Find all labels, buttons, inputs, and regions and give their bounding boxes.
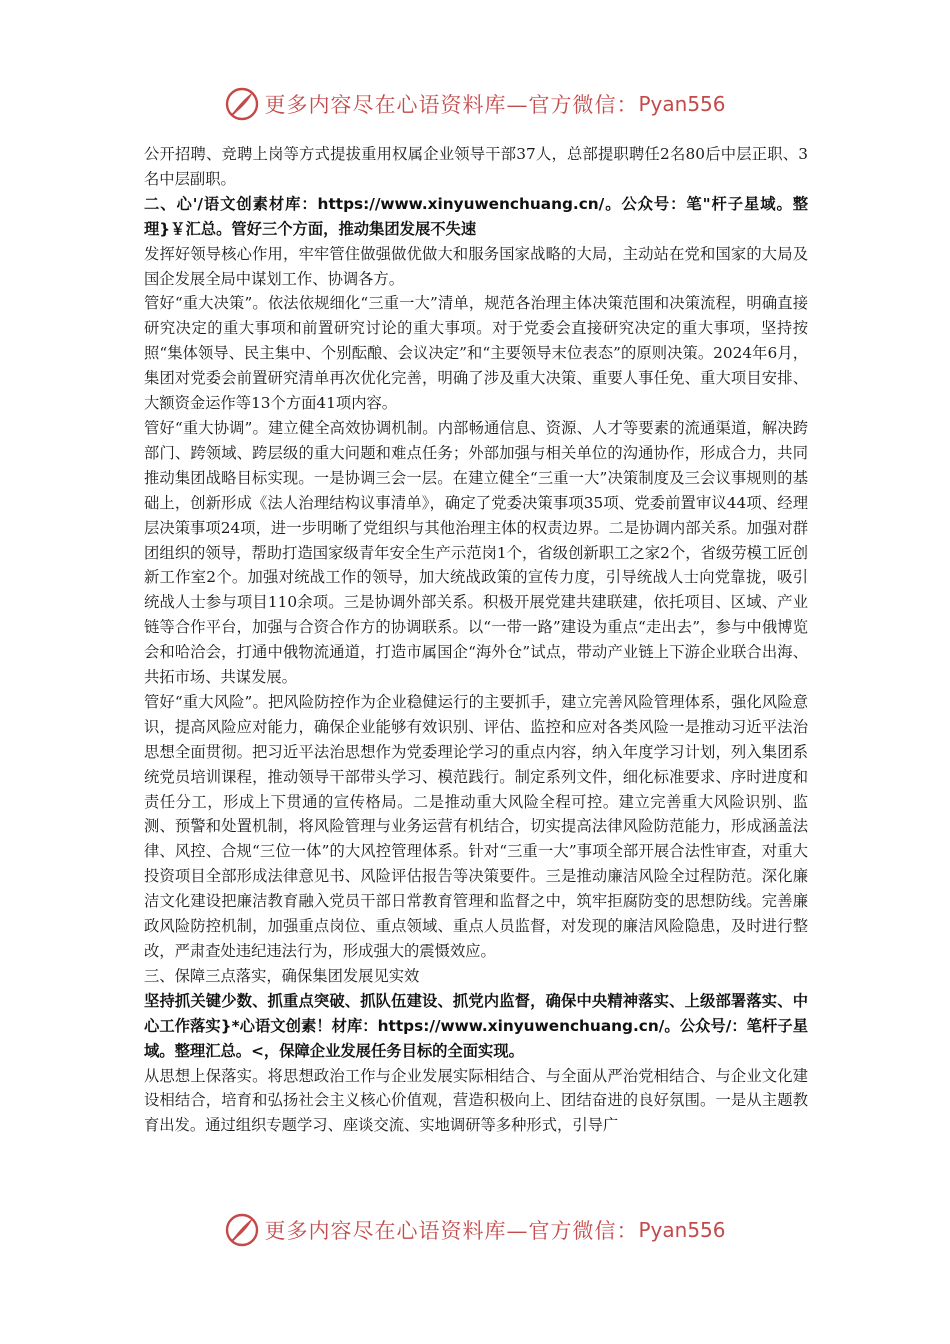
paragraph-4: 管好“重大决策”。依法依规细化“三重一大”清单，规范各治理主体决策范围和决策流程，明确直接研究决定的重大事项和前置研究讨论的重大事项。对于党委会直接研究决定的重大事项，坚持按照“集体领导、民主集中、个别酝酿、会议决定”和“主要领导末位表态”的原则决策。2024年6月，集团对党委会前置研究清单再次优化完善，明确了涉及重大决策、重要人事任免、重大项目安排、大额资金运作等13个方面41项内容。: [144, 294, 808, 413]
banner-wechat-id: Pyan556: [638, 92, 726, 116]
section-heading-2: 二、心'/语文创素材库：https://www.xinyuwenchuang.cn/。公众号：笔"杆子星域。整理}￥汇总。管好三个方面，推动集团发展不失速: [144, 194, 808, 238]
paragraph-6: 管好“重大风险”。把风险防控作为企业稳健运行的主要抓手，建立完善风险管理体系，强化风险意识，提高风险应对能力，确保企业能够有效识别、评估、监控和应对各类风险一是推动习近平法治思想全面贯彻。把习近平法治思想作为党委理论学习的重点内容，纳入年度学习计划，列入集团系统党员培训课程，推动领导干部带头学习、模范践行。制定系列文件，细化标准要求、序时进度和责任分工，形成上下贯通的宣传格局。二是推动重大风险全程可控。建立完善重大风险识别、监测、预警和处置机制，将风险管理与业务运营有机结合，切实提高法律风险防范能力，形成涵盖法律、风控、合规“三位一体”的大风控管理体系。针对“三重一大”事项全部开展合法性审查，对重大投资项目全部形成法律意见书、风险评估报告等决策要件。三是推动廉洁风险全过程防范。深化廉洁文化建设把廉洁教育融入党员干部日常教育管理和监督之中，筑牢拒腐防变的思想防线。完善廉政风险防控机制，加强重点岗位、重点领域、重点人员监督，对发现的廉洁风险隐患，及时进行整改，严肃查处违纪违法行为，形成强大的震慑效应。: [144, 692, 808, 960]
banner-text: 更多内容尽在心语资料库—官方微信：: [264, 1219, 639, 1243]
quill-circle-icon: [224, 1212, 260, 1248]
paragraph-9: 从思想上保落实。将思想政治工作与企业发展实际相结合、与全面从严治党相结合、与企业文化建设相结合，培育和弘扬社会主义核心价值观，营造积极向上、团结奋进的良好氛围。一是从主题教育出发。通过组织专题学习、座谈交流、实地调研等多种形式，引导广: [144, 1066, 808, 1135]
banner-wechat-id: Pyan556: [638, 1218, 726, 1242]
section-heading-3: 三、保障三点落实，确保集团发展见实效: [144, 966, 420, 985]
paragraph-bold-8: 坚持抓关键少数、抓重点突破、抓队伍建设、抓党内监督，确保中央精神落实、上级部署落实、中心工作落实}*心语文创素！材库：https://www.xinyuwenchuang.cn/。公众号/：笔杆子星域。整理汇总。<，保障企业发展任务目标的全面实现。: [144, 991, 808, 1060]
quill-circle-icon: [224, 86, 260, 122]
header-banner: [0, 82, 950, 126]
banner-text: 更多内容尽在心语资料库—官方微信：: [264, 93, 639, 117]
paragraph-3: 发挥好领导核心作用，牢牢管住做强做优做大和服务国家战略的大局，主动站在党和国家的大局及国企发展全局中谋划工作、协调各方。: [144, 244, 808, 288]
footer-banner: [0, 1208, 950, 1252]
paragraph-1: 公开招聘、竞聘上岗等方式提拔重用权属企业领导干部37人，总部提职聘任2名80后中层正职、3名中层副职。: [144, 145, 808, 188]
paragraph-5: 管好“重大协调”。建立健全高效协调机制。内部畅通信息、资源、人才等要素的流通渠道，解决跨部门、跨领域、跨层级的重大问题和难点任务；外部加强与相关单位的沟通协作，形成合力，共同推动集团战略目标实现。一是协调三会一层。在建立健全“三重一大”决策制度及三会议事规则的基础上，创新形成《法人治理结构议事清单》，确定了党委决策事项35项、党委前置审议44项、经理层决策事项24项，进一步明晰了党组织与其他治理主体的权责边界。二是协调内部关系。加强对群团组织的领导，帮助打造国家级青年安全生产示范岗1个，省级创新职工之家2个，省级劳模工匠创新工作室2个。加强对统战工作的领导，加大统战政策的宣传力度，引导统战人士向党靠拢，吸引统战人士参与项目110余项。三是协调外部关系。积极开展党建共建联建，依托项目、区域、产业链等合作平台，加强与合资合作方的协调联系。以“一带一路”建设为重点“走出去”，参与中俄博览会和哈洽会，打通中俄物流通道，打造市属国企“海外仓”试点，带动产业链上下游企业联合出海、共拓市场、共谋发展。: [144, 418, 808, 687]
document-body: [144, 142, 808, 1138]
